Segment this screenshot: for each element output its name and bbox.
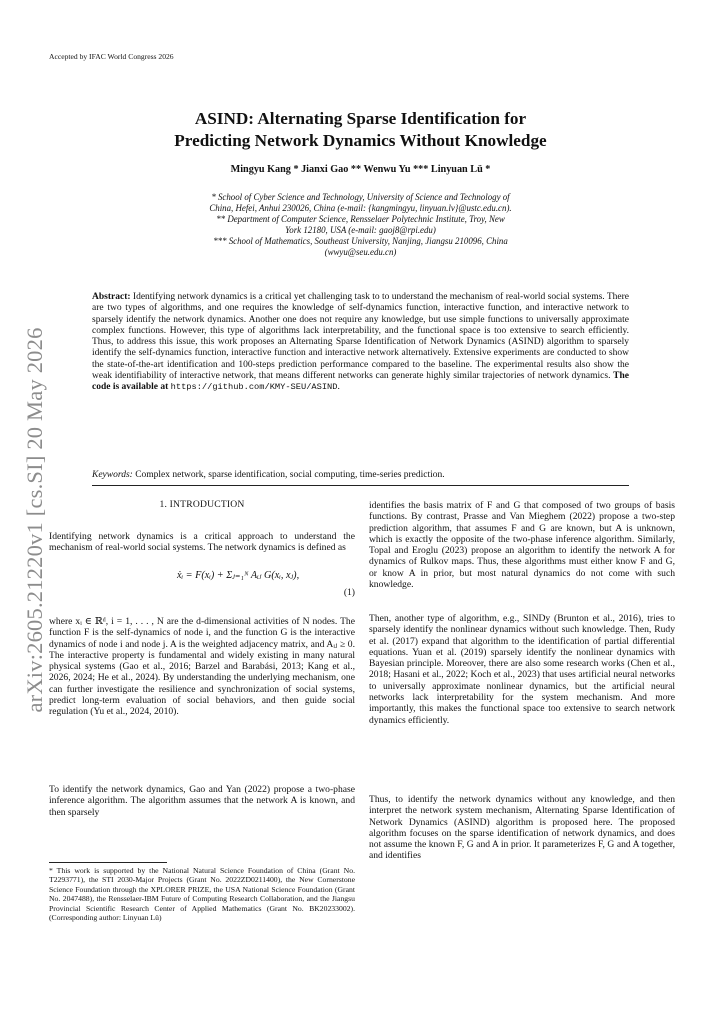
intro-paragraph-1: Identifying network dynamics is a critical approach to understand the mechanism of real-world social systems. The network dynamics is defined as [49,531,355,554]
keywords-text: Complex network, sparse identification, social computing, time-series prediction. [135,470,445,480]
abstract-label: Abstract: [92,292,131,302]
intro-paragraph-2: where xᵢ ∈ ℝᵈ, i = 1, . . . , N are the d-dimensional activities of N nodes. The function F is the self-dynamics of node i, and the function G is the interactive dynamics of node i and node j. A is the weighted adjacency matrix, and Aᵢⱼ ≥ 0. The interactive property is fundamental and widely existing in many natural physical systems (Gao et al., 2016; Barzel and Barabási, 2013; Kang et al., 2026, 2024; He et al., 2024). By understanding the underlying mechanism, one can further investigate the resilience and synchronization of social systems, predict long-term evaluation of social behaviors, and then guide social regulation (Yu et al., 2024, 2010). [49,616,355,718]
footnote-divider [49,862,167,863]
intro-paragraph-3: To identify the network dynamics, Gao and Yan (2022) propose a two-phase inference algorithm. The algorithm assumes that the network A is known, and then sparsely [49,784,355,818]
arxiv-stamp [18,327,52,713]
abstract [92,292,629,394]
code-end: . [337,382,340,393]
affiliation-line: * School of Cyber Science and Technology, University of Science and Technology of [211,192,510,202]
abstract-divider [92,485,629,486]
abstract-text: Identifying network dynamics is a critical yet challenging task to to understand the mechanism of real-world social systems. There are two types of algorithms, and one requires the knowledge of self-dynamics function, interactive function, and interactive network to sparsely identify the network dynamics. Another one does not require any knowledge, but use simple functions to universally approximate complex functions. However, this type of algorithms lack interpretability, and the functional space is too extensive to search efficiently. Thus, to address this issue, this work proposes an Alternating Sparse Identification of Network Dynamics (ASIND) algorithm to sparsely identify the self-dynamics function, interactive function and interactive network alternatively. Extensive experiments are conducted to show the state-of-the-art identification and 100-steps prediction performance compared to the baseline. The experimental results also show the weak identifiability of interactive network, that means different networks can generate highly similar trajectories of network dynamics. [92,292,630,382]
acceptance-note: Accepted by IFAC World Congress 2026 [49,52,174,61]
title-line-1: ASIND: Alternating Sparse Identification for [194,109,527,128]
keywords-label: Keywords: [92,470,133,480]
affiliation-line: *** School of Mathematics, Southeast University, Nanjing, Jiangsu 210096, China [213,235,508,246]
funding-footnote: * This work is supported by the National Natural Science Foundation of China (Grant No. T2293771), the STI 2030-Major Projects (Grant No. 2022ZD0211400), the New Cornerstone Science Foundation through the XPLORER PRIZE, the USA National Science Foundation (Grant No. 2047488), the Rensselaer-IBM Future of Computing Research Collaboration, and the Jiangsu Provincial Scientific Research Center of Applied Mathematics (Grant No. BK20233002). (Corresponding author: Linyuan Lü) [49,866,355,923]
equation-number: (1) [343,587,355,598]
code-repository-link[interactable]: https://github.com/KMY-SEU/ASIND [170,382,338,393]
arxiv-stamp-text: arXiv:2605.21220v1 [cs.SI] 20 May 2026 [22,327,47,713]
author-list: Mingyu Kang * Jianxi Gao ** Wenwu Yu *** Linyuan Lü * [230,164,491,175]
affiliations [128,192,593,257]
code-availability-label: The code is available at [92,371,630,393]
affiliation-line: ** Department of Computer Science, Rensselaer Polytechnic Institute, Troy, New [216,213,505,224]
equation-body: ẋᵢ = F(xᵢ) + Σⱼ₌₁ᴺ Aᵢⱼ G(xᵢ, xⱼ), [177,570,300,581]
intro-paragraph-6: Thus, to identify the network dynamics without any knowledge, and then interpret the network system mechanism, Alternating Sparse Identification of Network Dynamics (ASIND) algorithm is proposed here. The proposed algorithm focuses on the sparse identification of network dynamics, and does not assume the known F, G and A in prior. It parameterizes F, G and A together, and identifies [369,794,675,862]
affiliation-line: China, Hefei, Anhui 230026, China (e-mail: {kangmingyu, linyuan.lv}@ustc.edu.cn). [209,202,512,213]
affiliation-line: (wwyu@seu.edu.cn) [324,246,397,257]
intro-paragraph-5: Then, another type of algorithm, e.g., SINDy (Brunton et al., 2016), tries to sparsely identify the nonlinear dynamics without such knowledge. Then, Rudy et al. (2017) expand that algorithm to the identification of partial differential equations. Yuan et al. (2019) sparsely identify the nonlinear dynamics with Bayesian principle. Moreover, there are also some research works (Chen et al., 2018; Hasani et al., 2022; Koch et al., 2023) that uses artificial neural networks to universally approximate nonlinear dynamics, but the artificial neural networks lack interpretability for the system mechanism. And more importantly, this makes the functional space too extensive to search network dynamics efficiently. [369,613,675,726]
intro-paragraph-4: identifies the basis matrix of F and G that composed of two groups of basis functions. By contrast, Prasse and Van Mieghem (2022) propose a two-step prediction algorithm, that assumes F and G are known, but A is unknown, which is exactly the opposite of the two-phase inference algorithm. Similarly, Topal and Eroglu (2023) propose an algorithm to identify the network A for dynamics of Rulkov maps. Thus, these algorithms must either know F and G, or know A in prior, but most natural dynamics do not come with such knowledge. [369,500,675,591]
affiliation-line: York 12180, USA (e-mail: gaoj8@rpi.edu) [285,224,436,235]
title-line-2: Predicting Network Dynamics Without Knowledge [174,130,547,150]
equation-1 [49,568,355,610]
keywords [92,470,629,481]
paper-title [90,108,631,151]
section-heading-introduction: 1. INTRODUCTION [159,499,245,510]
